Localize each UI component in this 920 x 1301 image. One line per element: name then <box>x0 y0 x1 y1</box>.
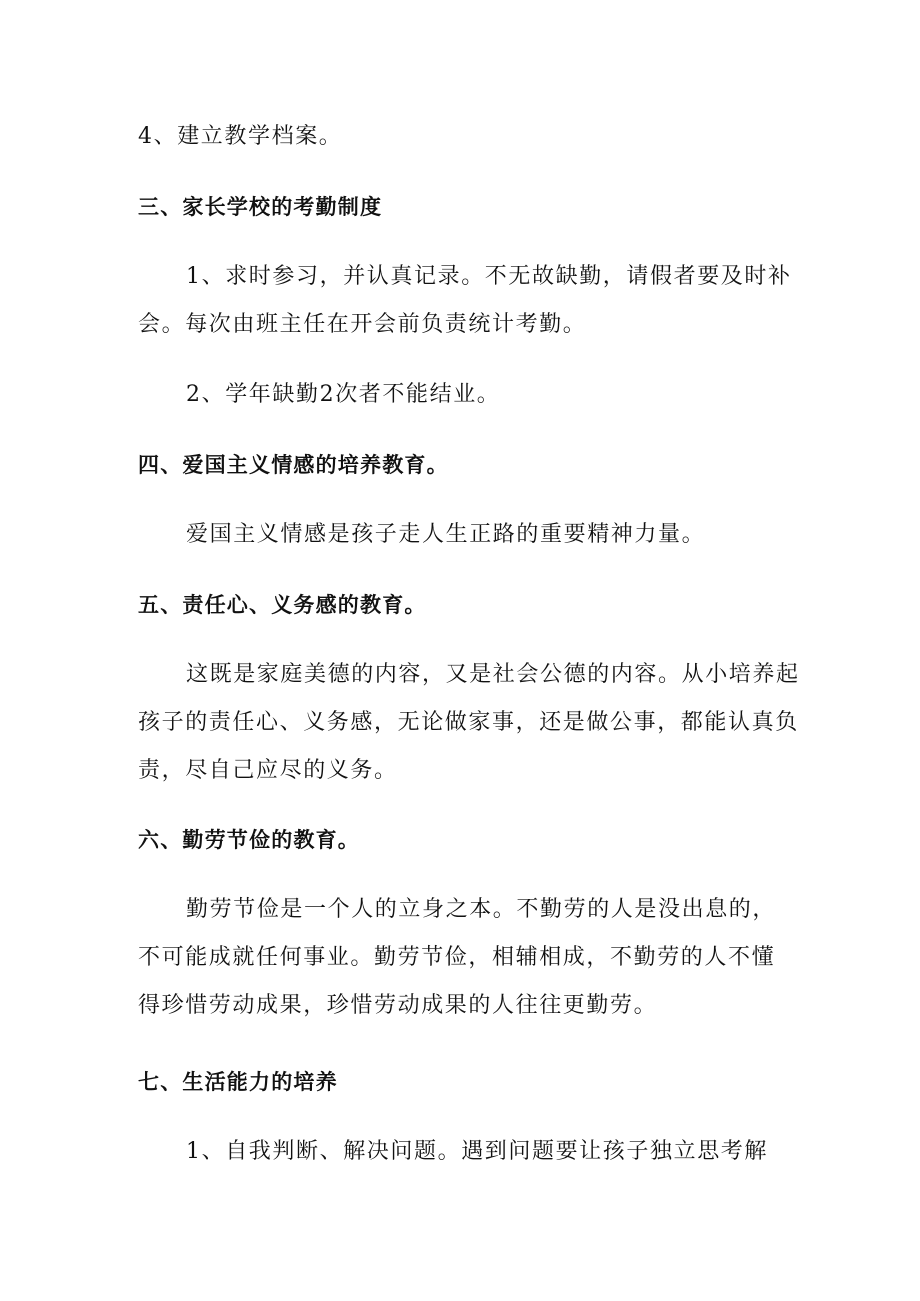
section-heading: 六、勤劳节俭的教育。 <box>138 828 360 852</box>
list-item: 4、建立教学档案。 <box>138 124 343 149</box>
paragraph-line: 1、自我判断、解决问题。遇到问题要让孩子独立思考解 <box>186 1139 768 1164</box>
section-heading: 五、责任心、义务感的教育。 <box>138 593 427 617</box>
paragraph-line: 勤劳节俭是一个人的立身之本。不勤劳的人是没出息的， <box>186 897 777 922</box>
section-heading: 三、家长学校的考勤制度 <box>138 195 383 219</box>
section-heading: 七、生活能力的培养 <box>138 1070 338 1094</box>
paragraph-line: 得珍惜劳动成果，珍惜劳动成果的人往往更勤劳。 <box>138 993 658 1018</box>
paragraph-line: 孩子的责任心、义务感，无论做家事，还是做公事，都能认真负 <box>138 710 799 735</box>
paragraph-line: 不可能成就任何事业。勤劳节俭，相辅相成，不勤劳的人不懂 <box>138 945 776 970</box>
section-heading: 四、爱国主义情感的培养教育。 <box>138 453 449 477</box>
paragraph-line: 这既是家庭美德的内容，又是社会公德的内容。从小培养起 <box>186 662 800 687</box>
paragraph-line: 责，尽自己应尽的义务。 <box>138 758 398 783</box>
paragraph-line: 会。每次由班主任在开会前负责统计考勤。 <box>138 312 587 337</box>
paragraph-line: 1、求时参习，并认真记录。不无故缺勤，请假者要及时补 <box>186 264 792 289</box>
paragraph-line: 2、学年缺勤2次者不能结业。 <box>186 382 501 407</box>
paragraph-line: 爱国主义情感是孩子走人生正路的重要精神力量。 <box>186 522 706 547</box>
